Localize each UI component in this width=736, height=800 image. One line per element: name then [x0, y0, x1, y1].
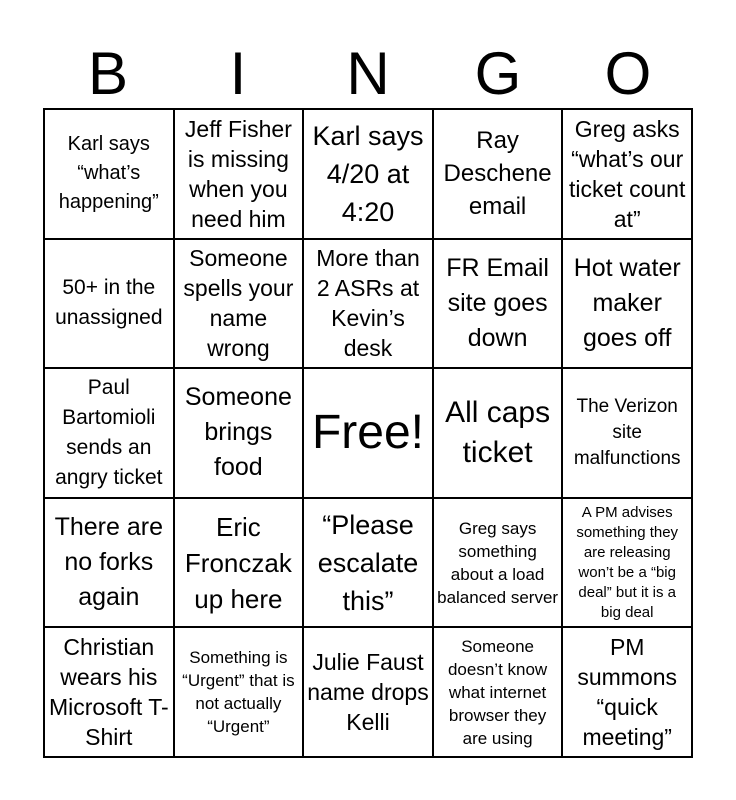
- bingo-cell[interactable]: [433, 239, 563, 369]
- header-letter-g: G: [474, 40, 522, 107]
- cell-text: Greg says something about a load balanced server: [437, 518, 559, 607]
- bingo-board: [43, 108, 693, 758]
- cell-text: Something is “Urgent” that is not actually “Urgent”: [182, 648, 295, 737]
- bingo-cell[interactable]: [174, 368, 304, 498]
- cell-text: Hot water maker goes off: [573, 253, 681, 352]
- cell-text: All caps ticket: [445, 395, 551, 469]
- bingo-cell[interactable]: [174, 239, 304, 369]
- bingo-cell[interactable]: [174, 498, 304, 628]
- cell-text: Karl says “what’s happening”: [58, 133, 159, 214]
- cell-text: 50+ in the unassigned: [55, 276, 163, 330]
- bingo-cell[interactable]: [44, 627, 174, 757]
- cell-text: FR Email site goes down: [446, 253, 549, 352]
- bingo-cell[interactable]: [174, 109, 304, 239]
- cell-text: More than 2 ASRs at Kevin’s desk: [316, 245, 420, 362]
- bingo-cell[interactable]: [562, 498, 692, 628]
- cell-text: The Verizon site malfunctions: [573, 395, 681, 469]
- bingo-cell[interactable]: [44, 109, 174, 239]
- bingo-free-cell[interactable]: [303, 368, 433, 498]
- cell-text: Julie Faust name drops Kelli: [307, 649, 429, 736]
- cell-text: Eric Fronczak up here: [184, 511, 292, 614]
- bingo-header: [43, 38, 693, 110]
- bingo-cell[interactable]: [303, 498, 433, 628]
- cell-text: Jeff Fisher is missing when you need him: [184, 115, 292, 232]
- bingo-cell[interactable]: [433, 498, 563, 628]
- bingo-cell[interactable]: [303, 109, 433, 239]
- cell-text: There are no forks again: [54, 513, 163, 612]
- cell-text: Someone brings food: [184, 383, 292, 482]
- cell-text: Ray Deschene email: [443, 127, 552, 221]
- bingo-cell[interactable]: [44, 498, 174, 628]
- cell-text: Karl says 4/20 at 4:20: [312, 120, 424, 227]
- cell-text: PM summons “quick meeting”: [577, 634, 678, 751]
- bingo-cell[interactable]: [562, 239, 692, 369]
- bingo-cell[interactable]: [303, 627, 433, 757]
- cell-text: A PM advises something they are releasing won’t be a “big deal” but it is a big deal: [576, 503, 679, 621]
- cell-text: “Please escalate this”: [317, 509, 419, 616]
- cell-text: Christian wears his Microsoft T-Shirt: [48, 634, 169, 751]
- bingo-cell[interactable]: [433, 627, 563, 757]
- bingo-cell[interactable]: [174, 627, 304, 757]
- cell-text: Someone spells your name wrong: [183, 245, 294, 362]
- bingo-cell[interactable]: [44, 368, 174, 498]
- bingo-cell[interactable]: [562, 368, 692, 498]
- bingo-cell[interactable]: [433, 368, 563, 498]
- header-letter-n: N: [346, 40, 390, 107]
- bingo-cell[interactable]: [562, 109, 692, 239]
- cell-text: Paul Bartomioli sends an angry ticket: [55, 375, 163, 489]
- free-space-text: Free!: [311, 405, 424, 459]
- cell-text: Someone doesn’t know what internet browser they are using: [447, 636, 548, 748]
- header-letter-i: I: [229, 40, 247, 107]
- header-letter-o: O: [604, 40, 652, 107]
- cell-text: Greg asks “what’s our ticket count at”: [569, 115, 686, 232]
- bingo-cell[interactable]: [44, 239, 174, 369]
- bingo-cell[interactable]: [433, 109, 563, 239]
- bingo-cell[interactable]: [562, 627, 692, 757]
- header-letter-b: B: [87, 40, 129, 107]
- bingo-cell[interactable]: [303, 239, 433, 369]
